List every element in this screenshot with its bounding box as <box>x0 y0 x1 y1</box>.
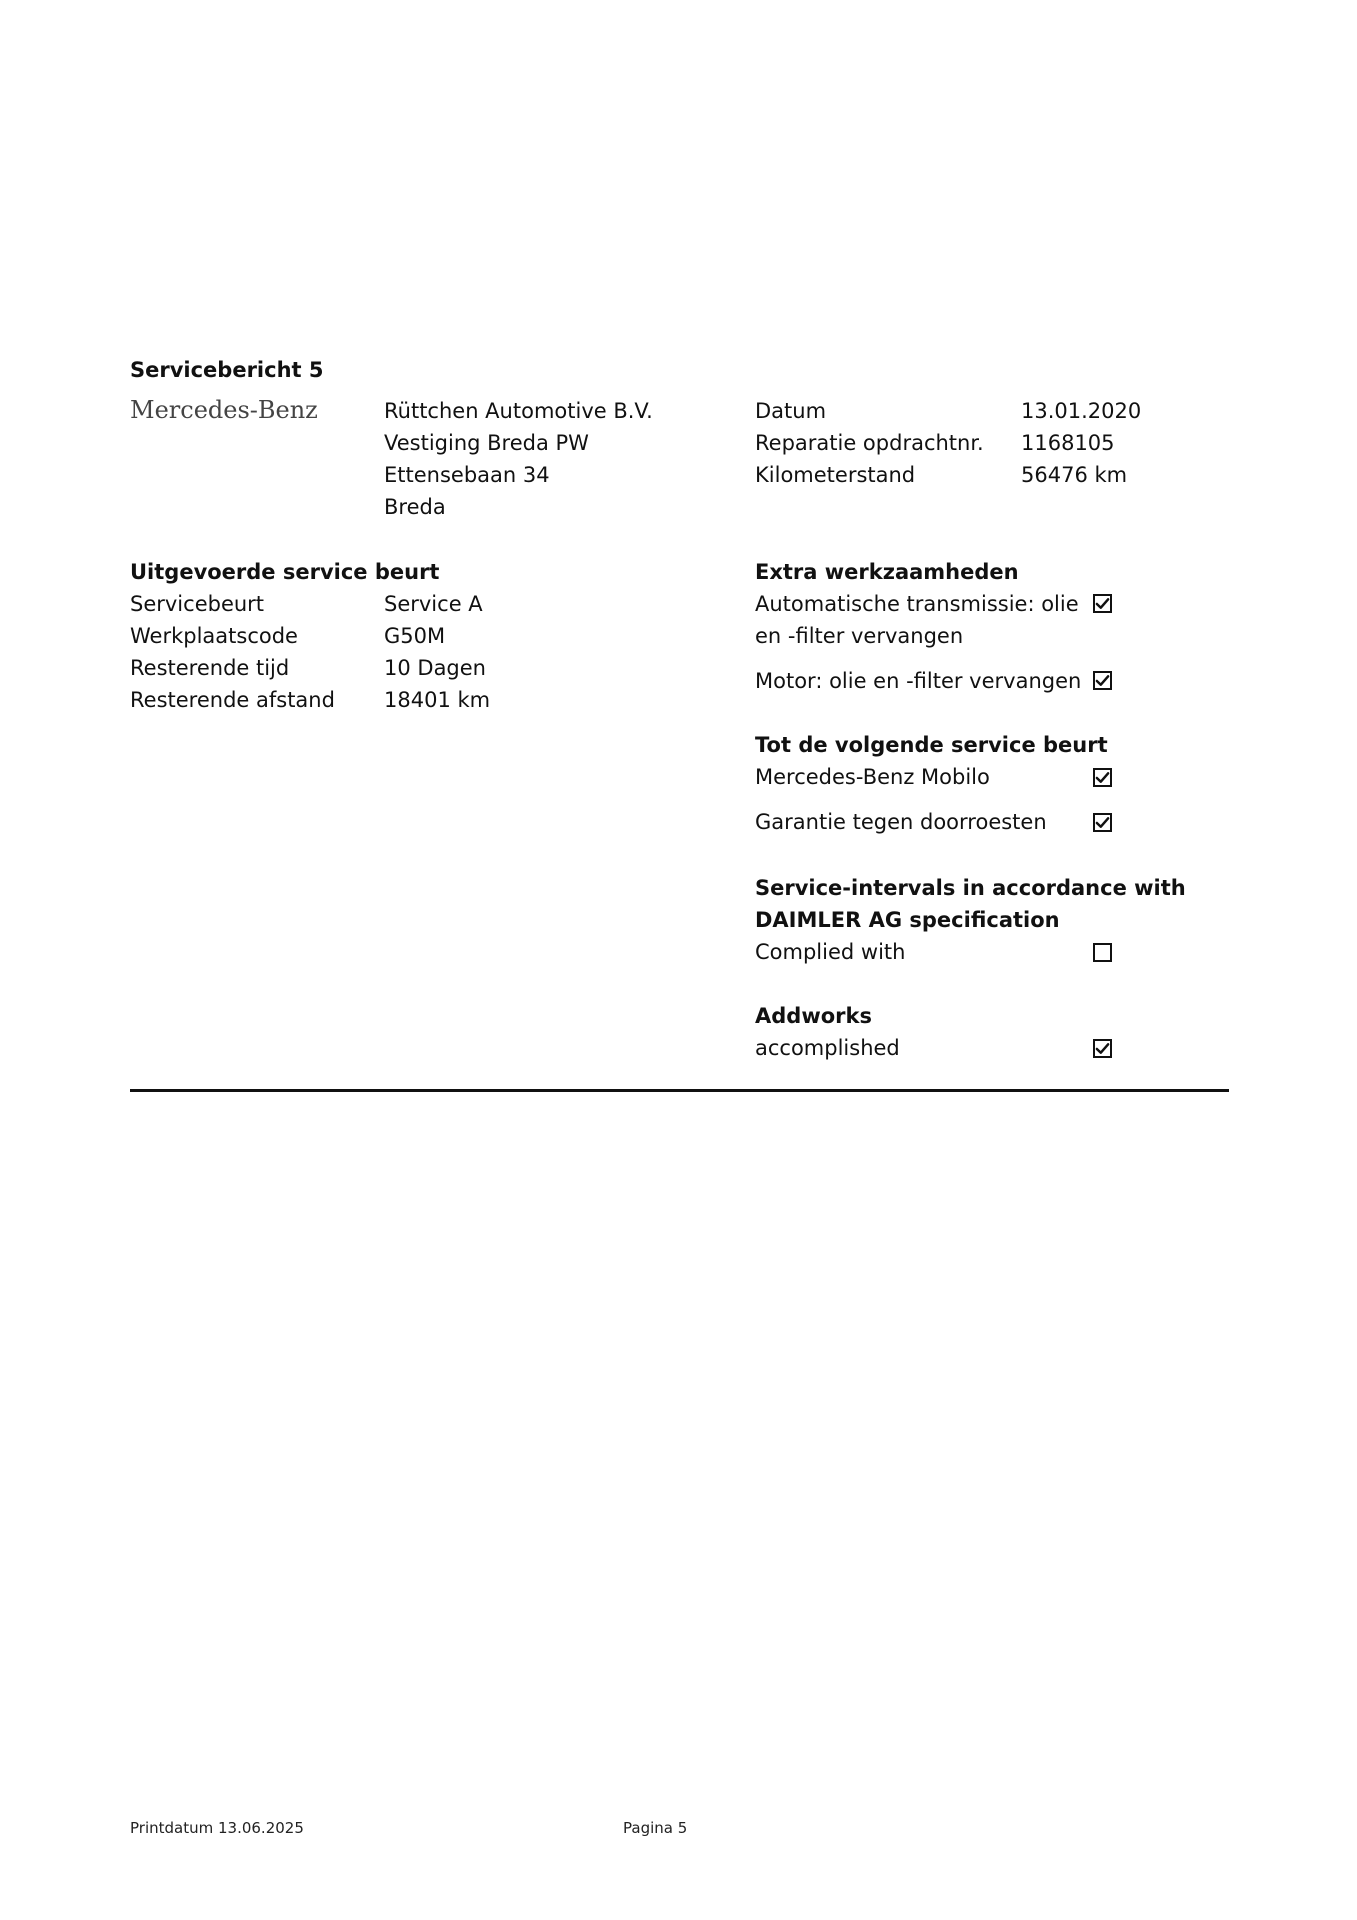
meta-value-mileage: 56476 km <box>1021 463 1128 487</box>
intervals-heading-line1: Service-intervals in accordance with <box>755 876 1186 900</box>
extra-item-1-line2: en -filter vervangen <box>755 624 964 648</box>
checkbox-checked[interactable] <box>1093 671 1112 690</box>
checkbox-unchecked[interactable] <box>1093 943 1112 962</box>
footer-page-number: Pagina 5 <box>623 1819 688 1837</box>
checkbox-checked[interactable] <box>1093 1039 1112 1058</box>
checkmark-icon <box>1095 1041 1110 1056</box>
checkbox-checked[interactable] <box>1093 768 1112 787</box>
intervals-heading-line2: DAIMLER AG specification <box>755 908 1060 932</box>
footer-printdate: Printdatum 13.06.2025 <box>130 1819 304 1837</box>
meta-value-date: 13.01.2020 <box>1021 399 1142 423</box>
checkmark-icon <box>1095 770 1110 785</box>
brand-logo: Mercedes-Benz <box>130 396 318 424</box>
checkmark-icon <box>1095 673 1110 688</box>
addworks-heading: Addworks <box>755 1004 872 1028</box>
dealer-branch: Vestiging Breda PW <box>384 431 589 455</box>
dealer-street: Ettensebaan 34 <box>384 463 550 487</box>
meta-label-date: Datum <box>755 399 827 423</box>
meta-value-order: 1168105 <box>1021 431 1115 455</box>
extra-item-1-line1: Automatische transmissie: olie <box>755 592 1079 616</box>
extra-item-2: Motor: olie en -filter vervangen <box>755 669 1082 693</box>
service-label-distance: Resterende afstand <box>130 688 335 712</box>
service-value-code: G50M <box>384 624 446 648</box>
next-service-heading: Tot de volgende service beurt <box>755 733 1108 757</box>
checkbox-checked[interactable] <box>1093 813 1112 832</box>
service-value-distance: 18401 km <box>384 688 491 712</box>
dealer-name: Rüttchen Automotive B.V. <box>384 399 653 423</box>
service-value-type: Service A <box>384 592 483 616</box>
extra-heading: Extra werkzaamheden <box>755 560 1019 584</box>
meta-label-order: Reparatie opdrachtnr. <box>755 431 984 455</box>
service-label-code: Werkplaatscode <box>130 624 298 648</box>
checkmark-icon <box>1095 596 1110 611</box>
meta-label-mileage: Kilometerstand <box>755 463 916 487</box>
dealer-city: Breda <box>384 495 446 519</box>
report-title: Servicebericht 5 <box>130 358 324 382</box>
service-heading: Uitgevoerde service beurt <box>130 560 440 584</box>
addworks-item-accomplished: accomplished <box>755 1036 900 1060</box>
checkmark-icon <box>1095 815 1110 830</box>
next-service-item-rust: Garantie tegen doorroesten <box>755 810 1047 834</box>
service-value-time: 10 Dagen <box>384 656 486 680</box>
checkbox-checked[interactable] <box>1093 594 1112 613</box>
service-label-type: Servicebeurt <box>130 592 265 616</box>
next-service-item-mobilo: Mercedes-Benz Mobilo <box>755 765 990 789</box>
intervals-item-complied: Complied with <box>755 940 906 964</box>
service-label-time: Resterende tijd <box>130 656 290 680</box>
section-divider <box>130 1089 1229 1092</box>
